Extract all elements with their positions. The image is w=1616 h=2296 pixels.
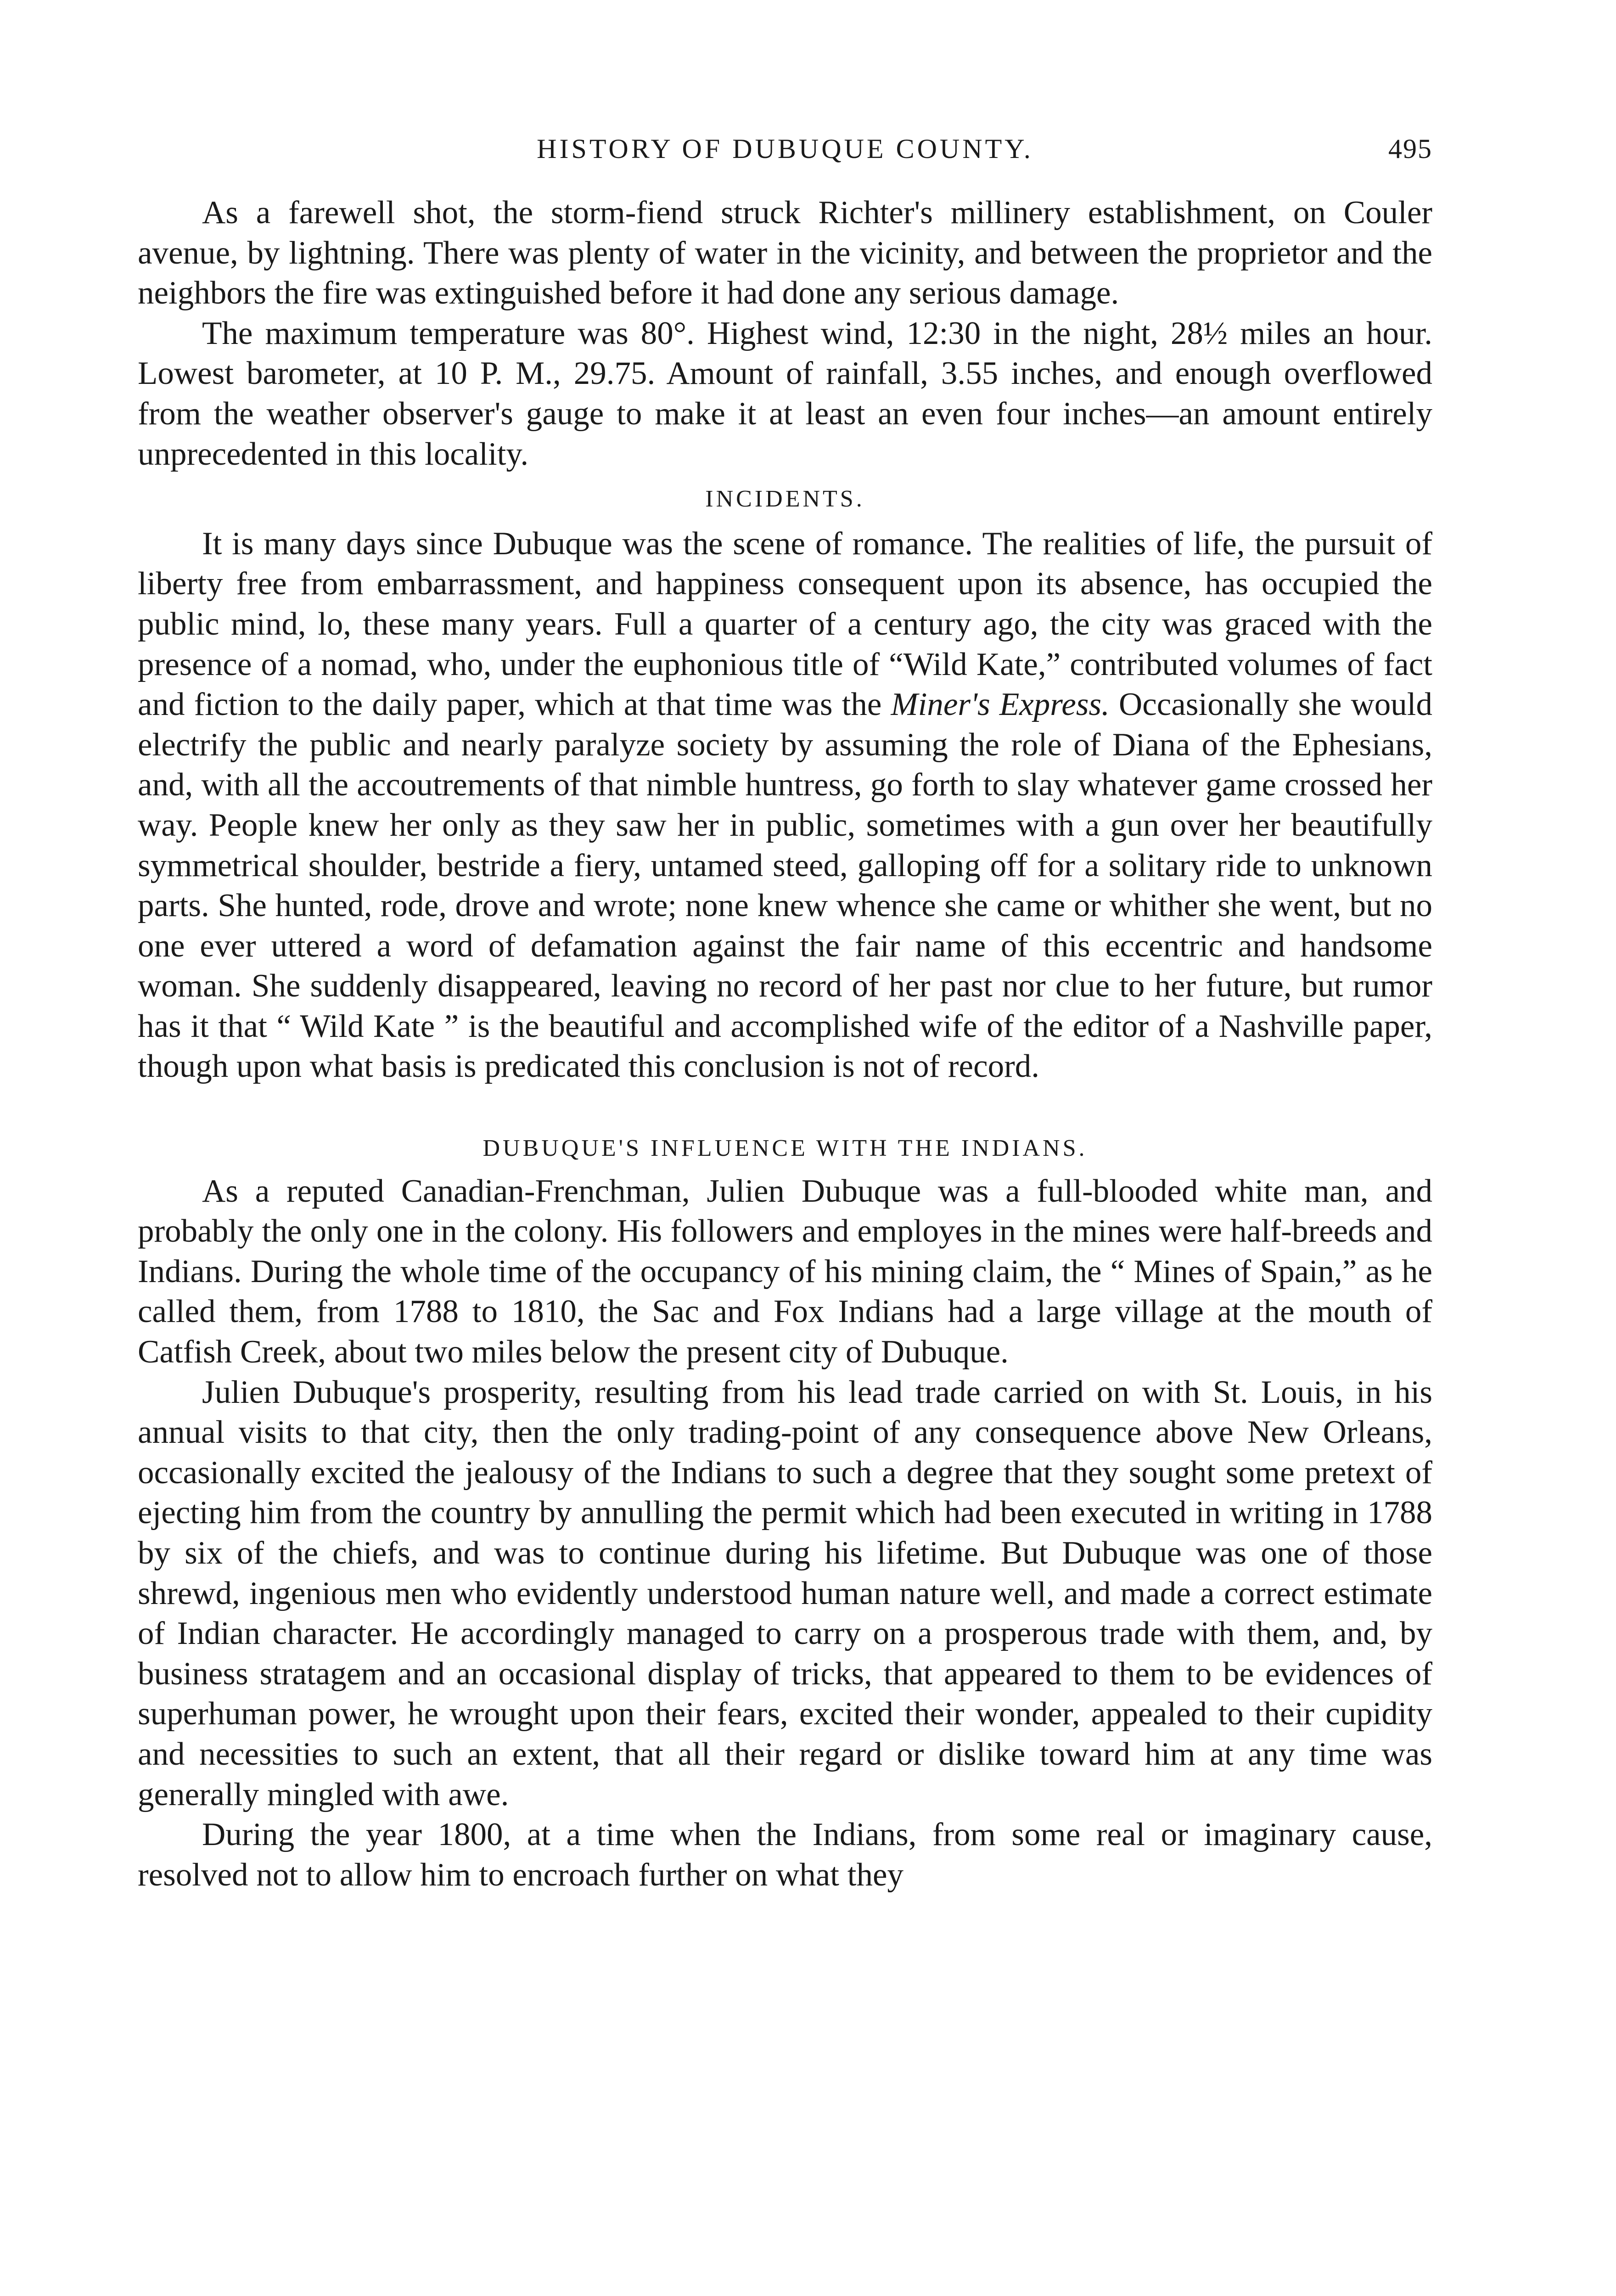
body-text xyxy=(138,193,1432,1895)
paragraph-weather-stats: The maximum temperature was 80°. Highest wind, 12:30 in the night, 28½ miles an hour. Lowest barometer, at 10 P. M., 29.75. Amount of rainfall, 3.55 inches, and enough overflowed from the weather observer's gauge to make it at least an even four inches—an amount entirely unprecedented in this locality. xyxy=(138,315,1432,472)
running-head-title: HISTORY OF DUBUQUE COUNTY. xyxy=(537,134,1033,164)
section-heading-influence: DUBUQUE'S INFLUENCE WITH THE INDIANS. xyxy=(483,1135,1088,1162)
wild-kate-text-1: It is many days since Dubuque was the scene of romance. The realities of life, the pursuit of liberty free from embarrassment, and happiness consequent upon its absence, has occupied the public mind, lo, these many years. Full a quarter of a century ago, the city was graced with the presence of a nomad, who, under the euphonious title of “Wild Kate,” contributed volumes of fact and fiction to the daily paper, which at that time was the xyxy=(138,525,1432,723)
paragraph-storm-lightning: As a farewell shot, the storm-fiend struck Richter's millinery establishment, on Couler avenue, by lightning. There was plenty of water in the vicinity, and between the proprietor and the neighbors the fire was extinguished before it had done any serious damage. xyxy=(138,195,1432,311)
paragraph-canadian-frenchman: As a reputed Canadian-Frenchman, Julien Dubuque was a full-blooded white man, and probably the only one in the colony. His followers and employes in the mines were half-breeds and Indians. During the whole time of the occupancy of his mining claim, the “ Mines of Spain,” as he called them, from 1788 to 1810, the Sac and Fox Indians had a large village at the mouth of Catfish Creek, about two miles below the present city of Dubuque. xyxy=(138,1173,1432,1370)
page-number: 495 xyxy=(1388,134,1432,164)
section-heading-incidents: INCIDENTS. xyxy=(705,486,865,512)
paragraph-dubuque-prosperity: Julien Dubuque's prosperity, resulting from his lead trade carried on with St. Louis, in his annual visits to that city, then the only trading-point of any consequence above New Orleans, occasionally excited the jealousy of the Indians to such a degree that they sought some pretext of ejecting him from the country by annulling the permit which had been executed in writing in 1788 by six of the chiefs, and was to continue during his lifetime. But Dubuque was one of those shrewd, ingenious men who evidently understood human nature well, and made a correct estimate of Indian character. He accordingly managed to carry on a prosperous trade with them, and, by business stratagem and an occasional display of tricks, that appeared to them to be evidences of superhuman power, he wrought upon their fears, excited their wonder, appealed to their cupidity and necessities to such an extent, that all their regard or dislike toward him at any time was generally mingled with awe. xyxy=(138,1374,1432,1812)
wild-kate-text-2: Occasionally she would electrify the public and nearly paralyze society by assuming the role of Diana of the Ephesians, and, with all the accoutrements of that nimble huntress, go forth to slay whatever game crossed her way. People knew her only as they saw her in public, sometimes with a gun over her beautifully symmetrical shoulder, bestride a fiery, untamed steed, galloping off for a solitary ride to unknown parts. She hunted, rode, drove and wrote; none knew whence she came or whither she went, but no one ever uttered a word of defamation against the fair name of this eccentric and handsome woman. She suddenly disappeared, leaving no record of her past nor clue to her future, but rumor has it that “ Wild Kate ” is the beautiful and accomplished wife of the editor of a Nashville paper, though upon what basis is predicated this conclusion is not of record. xyxy=(138,687,1432,1085)
paragraph-year-1800: During the year 1800, at a time when the Indians, from some real or imaginary cause, resolved not to allow him to encroach further on what they xyxy=(138,1817,1432,1893)
running-head xyxy=(138,133,1432,193)
paragraph-wild-kate xyxy=(138,524,1432,1087)
newspaper-title: Miner's Express. xyxy=(891,687,1110,723)
book-page xyxy=(138,133,1432,1895)
